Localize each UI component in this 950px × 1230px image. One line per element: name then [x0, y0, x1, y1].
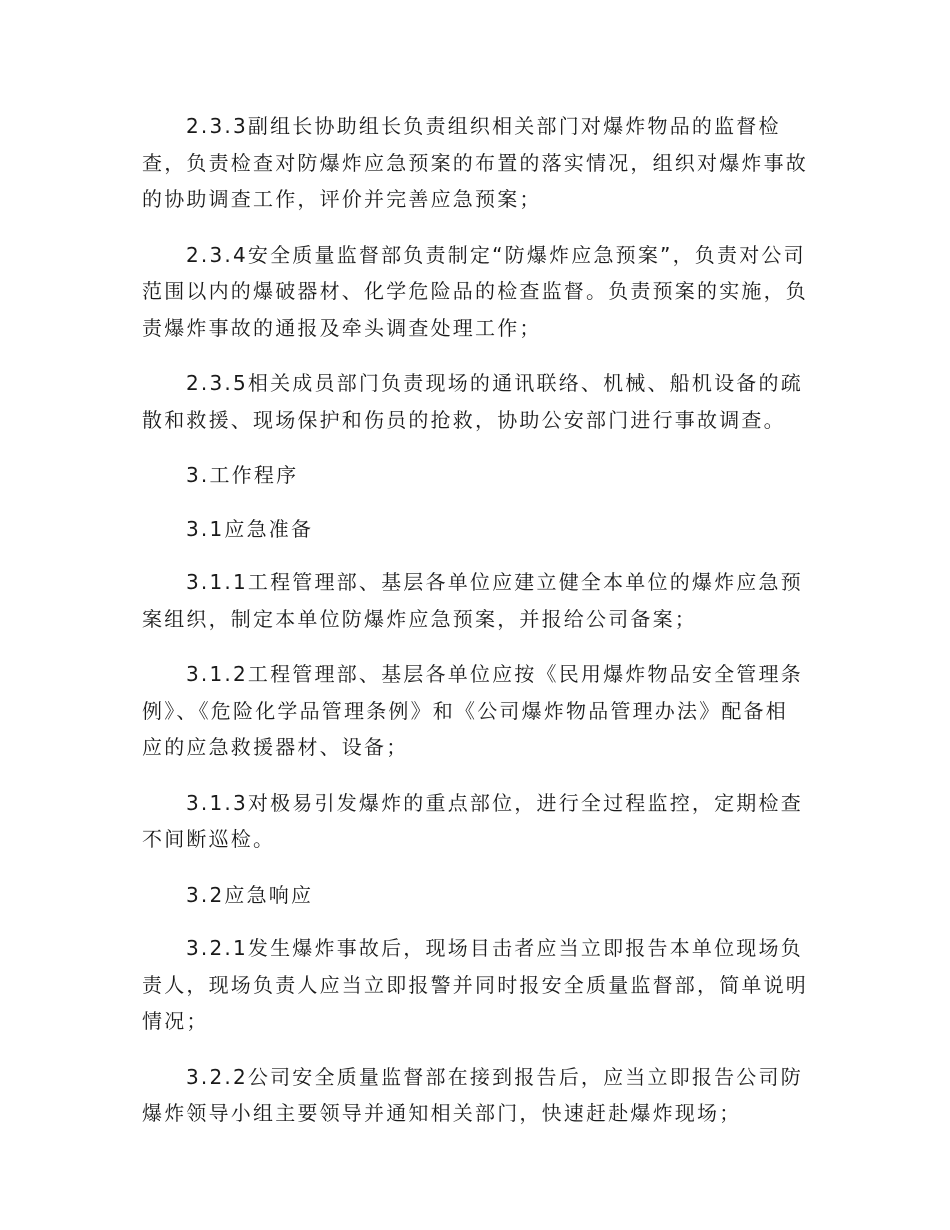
paragraph-2-3-3: 2.3.3副组长协助组长负责组织相关部门对爆炸物品的监督检查，负责检查对防爆炸应急预案的布置的落实情况，组织对爆炸事故的协助调查工作，评价并完善应急预案； [142, 114, 808, 211]
paragraph-3-1-1: 3.1.1工程管理部、基层各单位应建立健全本单位的爆炸应急预案组织，制定本单位防爆炸应急预案，并报给公司备案； [142, 570, 803, 631]
paragraph-3-1-2: 3.1.2工程管理部、基层各单位应按《民用爆炸物品安全管理条例》、《危险化学品管理条例》和《公司爆炸物品管理办法》配备相应的应急救援器材、设备； [142, 662, 803, 759]
section-heading-3: 3.工作程序 [186, 463, 299, 487]
document-body [142, 108, 810, 1151]
paragraph-3-2-1: 3.2.1发生爆炸事故后，现场目击者应当立即报告本单位现场负责人，现场负责人应当立即报警并同时报安全质量监督部，简单说明情况； [142, 936, 808, 1033]
paragraph-3-1-3: 3.1.3对极易引发爆炸的重点部位，进行全过程监控，定期检查不间断巡检。 [142, 790, 803, 851]
section-heading-3-1: 3.1应急准备 [186, 516, 314, 541]
paragraph-3-2-2: 3.2.2公司安全质量监督部在接到报告后，应当立即报告公司防爆炸领导小组主要领导并通知相关部门，快速赶赴爆炸现场； [142, 1064, 803, 1125]
paragraph-2-3-5: 2.3.5相关成员部门负责现场的通讯联络、机械、船机设备的疏散和救援、现场保护和伤员的抢救，协助公安部门进行事故调查。 [142, 371, 803, 432]
section-heading-3-2: 3.2应急响应 [186, 882, 314, 907]
paragraph-2-3-4: 2.3.4安全质量监督部负责制定“防爆炸应急预案”，负责对公司范围以内的爆破器材、化学危险品的检查监督。负责预案的实施，负责爆炸事故的通报及牵头调查处理工作； [142, 242, 808, 340]
